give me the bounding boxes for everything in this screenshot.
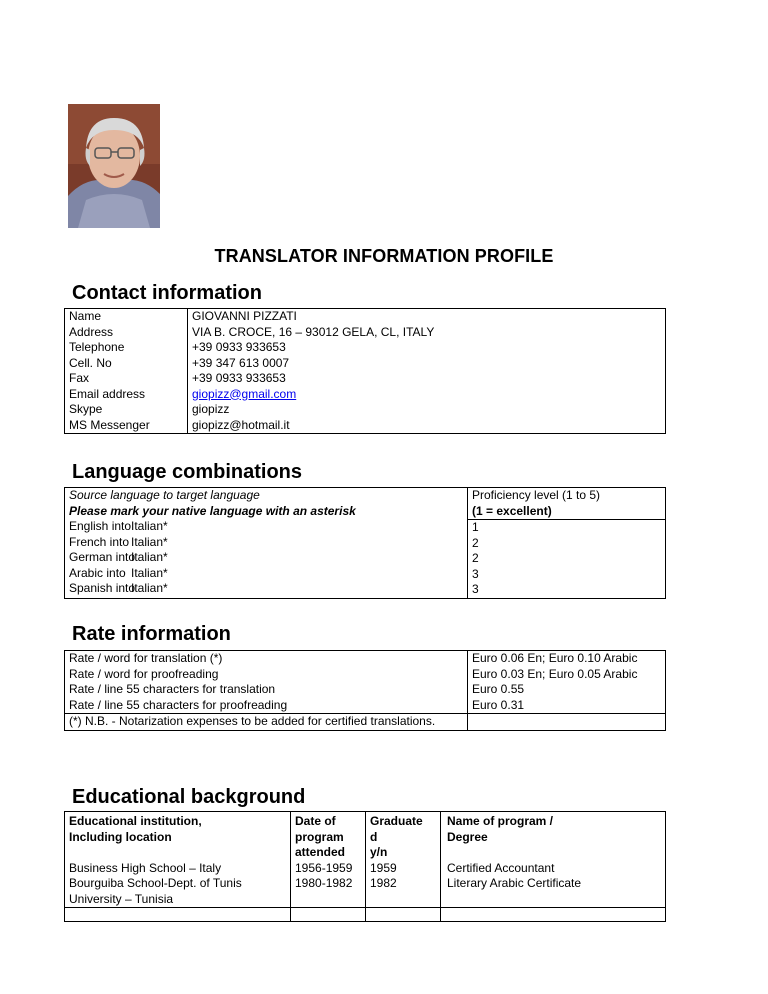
graduated-header: y/n: [370, 845, 388, 859]
contact-name-value: GIOVANNI PIZZATI: [192, 309, 297, 323]
rate-note-empty-cell: [468, 714, 666, 731]
languages-col1-header: Source language to target language: [69, 488, 260, 502]
proficiency-level: 3: [472, 582, 479, 596]
language-pair: German intoItalian*: [69, 550, 168, 564]
institution-value: University – Tunisia: [69, 891, 174, 906]
rate-value: Euro 0.55: [472, 682, 525, 696]
rate-note-cell: [65, 714, 468, 731]
rate-label: Rate / line 55 characters for proofreading: [69, 697, 288, 712]
program-value: Literary Arabic Certificate: [447, 876, 582, 890]
language-pair: Spanish intoItalian*: [69, 581, 168, 595]
contact-table: [64, 308, 666, 434]
program-header: Degree: [447, 829, 488, 844]
contact-label: Fax: [69, 371, 90, 385]
rate-value: Euro 0.06 En; Euro 0.10 Arabic: [472, 651, 638, 665]
proficiency-level: 1: [472, 520, 479, 534]
rates-heading: Rate information: [72, 623, 231, 645]
contact-label: Name: [69, 309, 102, 323]
person-portrait-photo-icon: [68, 104, 160, 228]
rate-label: Rate / line 55 characters for translation: [69, 682, 276, 696]
graduated-value: 1982: [370, 876, 397, 890]
dates-header: Date of: [295, 814, 336, 828]
education-institution-cell: [65, 812, 291, 908]
language-pair: Arabic into Italian*: [69, 565, 168, 580]
education-program-cell: [441, 812, 666, 908]
language-pair: English intoItalian*: [69, 519, 168, 533]
program-header: Name of program /: [447, 814, 554, 828]
education-heading: Educational background: [72, 786, 306, 808]
contact-label: Cell. No: [69, 355, 112, 370]
document-title: TRANSLATOR INFORMATION PROFILE: [214, 246, 554, 266]
institution-value: Business High School – Italy: [69, 860, 222, 875]
education-empty-cell: [366, 908, 441, 922]
education-empty-cell: [441, 908, 666, 922]
dates-value: 1956-1959: [295, 860, 353, 875]
proficiency-level: 2: [472, 551, 479, 565]
institution-header: Including location: [69, 829, 172, 844]
contact-telephone-value: +39 0933 933653: [192, 340, 286, 354]
education-table: [64, 811, 666, 922]
graduated-header: Graduate: [370, 814, 423, 828]
proficiency-header: Proficiency level (1 to 5): [472, 488, 601, 502]
contact-labels: [65, 309, 188, 434]
proficiency-subheader: (1 = excellent): [472, 503, 552, 518]
contact-email-link[interactable]: giopizz@gmail.com: [192, 386, 297, 401]
rates-table: [64, 650, 666, 731]
contact-values: [188, 309, 666, 434]
contact-cell-value: +39 347 613 0007: [192, 355, 290, 370]
contact-label: MS Messenger: [69, 417, 150, 432]
languages-table: [64, 487, 666, 599]
institution-header: Educational institution,: [69, 814, 202, 828]
contact-label: Email address: [69, 386, 146, 401]
contact-heading: Contact information: [72, 282, 262, 304]
rate-labels-cell: [65, 651, 468, 714]
rate-label: Rate / word for translation (*): [69, 651, 223, 665]
contact-label: Address: [69, 324, 114, 339]
rate-value: Euro 0.31: [472, 697, 525, 712]
dates-header: program: [295, 829, 344, 844]
languages-col1-subheader: Please mark your native language with an asterisk: [69, 503, 356, 518]
education-empty-cell: [291, 908, 366, 922]
proficiency-level: 2: [472, 535, 479, 550]
graduated-value: 1959: [370, 860, 397, 875]
education-graduated-cell: [366, 812, 441, 908]
rate-values-cell: [468, 651, 666, 714]
graduated-header: d: [370, 829, 378, 844]
contact-skype-value: giopizz: [192, 402, 230, 416]
dates-value: 1980-1982: [295, 876, 353, 890]
language-pairs-cell: [65, 488, 468, 599]
profile-photo: [68, 104, 160, 228]
education-empty-cell: [65, 908, 291, 922]
education-dates-cell: [291, 812, 366, 908]
rate-note: (*) N.B. - Notarization expenses to be added for certified translations.: [69, 714, 436, 728]
program-value: Certified Accountant: [447, 860, 555, 875]
contact-label: Skype: [69, 402, 103, 416]
languages-heading: Language combinations: [72, 461, 303, 483]
language-pair: French into Italian*: [69, 534, 168, 549]
contact-messenger-value: giopizz@hotmail.it: [192, 417, 290, 432]
dates-header: attended: [295, 845, 346, 859]
institution-value: Bourguiba School-Dept. of Tunis: [69, 876, 242, 890]
contact-fax-value: +39 0933 933653: [192, 371, 286, 385]
proficiency-cell: [468, 488, 666, 599]
rate-label: Rate / word for proofreading: [69, 666, 219, 681]
contact-address-value: VIA B. CROCE, 16 – 93012 GELA, CL, ITALY: [192, 324, 435, 339]
contact-label: Telephone: [69, 340, 125, 354]
proficiency-level: 3: [472, 566, 479, 581]
rate-value: Euro 0.03 En; Euro 0.05 Arabic: [472, 666, 638, 681]
